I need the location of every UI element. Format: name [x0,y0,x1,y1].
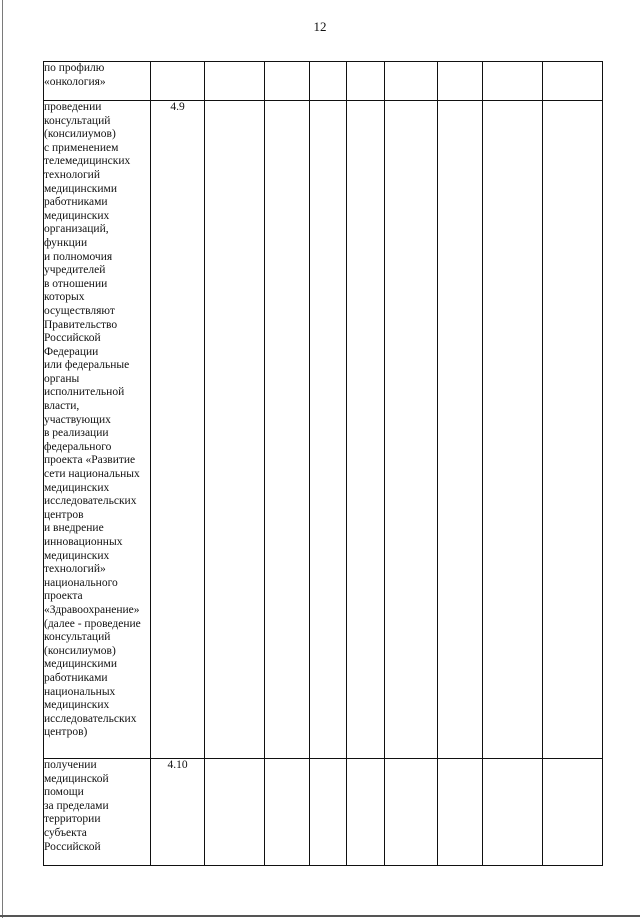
empty-cell [543,101,603,759]
table-row [44,759,603,866]
label-line: с применением [44,141,119,154]
label-line: медицинской [44,772,109,785]
label-line: территории [44,813,101,826]
label-line: технологий [44,168,100,181]
label-line: работниками [44,196,108,209]
label-line: учредителей [44,264,106,277]
label-line: (консилиумов) [44,128,116,141]
row-label-cell [44,62,151,101]
label-line: и внедрение [44,522,104,535]
empty-cell [310,101,347,759]
label-line: центров) [44,726,88,739]
label-line: проведении [44,101,102,113]
empty-cell [483,759,543,866]
label-line: Федерации [44,345,99,358]
label-line: исполнительной [44,386,125,399]
empty-cell [438,101,483,759]
row-code-cell: 4.9 [151,101,205,759]
empty-cell [205,62,265,101]
empty-cell [310,62,347,101]
label-line: федерального [44,440,112,453]
empty-cell [265,759,310,866]
row-code-cell [151,62,205,101]
label-line: медицинских [44,209,110,222]
empty-cell [385,101,438,759]
label-line: которых [44,291,85,304]
label-line: исследовательских [44,712,137,725]
label-line: получении [44,759,97,771]
label-line: Российской [44,840,101,853]
label-line: проекта «Развитие [44,454,136,467]
label-line: технологий» [44,563,106,576]
label-line: медицинских [44,699,110,712]
row-code-cell: 4.10 [151,759,205,866]
label-line: консультаций [44,631,111,644]
label-line: в реализации [44,427,109,440]
empty-cell [483,101,543,759]
table-row [44,62,603,101]
label-line: телемедицинских [44,155,131,168]
empty-cell [205,759,265,866]
label-line: исследовательских [44,495,137,508]
label-line: участвующих [44,413,111,426]
label-line: органы [44,372,80,385]
empty-cell [543,62,603,101]
data-table [43,61,603,866]
row-label-cell [44,101,151,759]
table-row [44,101,603,759]
label-line: по профилю [44,62,105,74]
scan-left-edge [2,0,3,918]
label-line: Правительство [44,318,118,331]
empty-cell [385,759,438,866]
empty-cell [438,759,483,866]
label-line: медицинскими [44,182,117,195]
label-line: сети национальных [44,468,140,481]
empty-cell [347,101,385,759]
label-line: осуществляют [44,304,115,317]
label-line: национальных [44,685,116,698]
label-line: национального [44,576,118,589]
label-line: медицинских [44,549,110,562]
empty-cell [385,62,438,101]
label-line: медицинских [44,481,110,494]
empty-cell [483,62,543,101]
empty-cell [265,62,310,101]
label-line: работниками [44,671,108,684]
empty-cell [205,101,265,759]
label-line: функции [44,236,88,249]
label-line: или федеральные [44,359,130,372]
label-line: в отношении [44,277,108,290]
label-line: (консилиумов) [44,644,116,657]
empty-cell [265,101,310,759]
label-line: инновационных [44,536,123,548]
label-line: проекта [44,590,83,603]
label-line: медицинскими [44,658,117,671]
empty-cell [438,62,483,101]
empty-cell [543,759,603,866]
empty-cell [310,759,347,866]
row-label-cell [44,759,151,866]
label-line: субъекта [44,826,87,839]
label-line: и полномочия [44,250,113,263]
label-line: за пределами [44,799,109,812]
label-line: центров [44,508,84,521]
scan-bottom-edge [0,915,640,917]
label-line: (далее - проведение [44,617,141,630]
label-line: консультаций [44,114,111,127]
label-line: «онкология» [44,75,106,88]
empty-cell [347,759,385,866]
table-body [44,62,603,866]
label-line: власти, [44,400,80,413]
empty-cell [347,62,385,101]
label-line: «Здравоохранение» [44,603,140,616]
label-line: Российской [44,332,101,345]
label-line: помощи [44,786,84,799]
page-number: 12 [313,19,327,34]
label-line: организаций, [44,223,109,236]
